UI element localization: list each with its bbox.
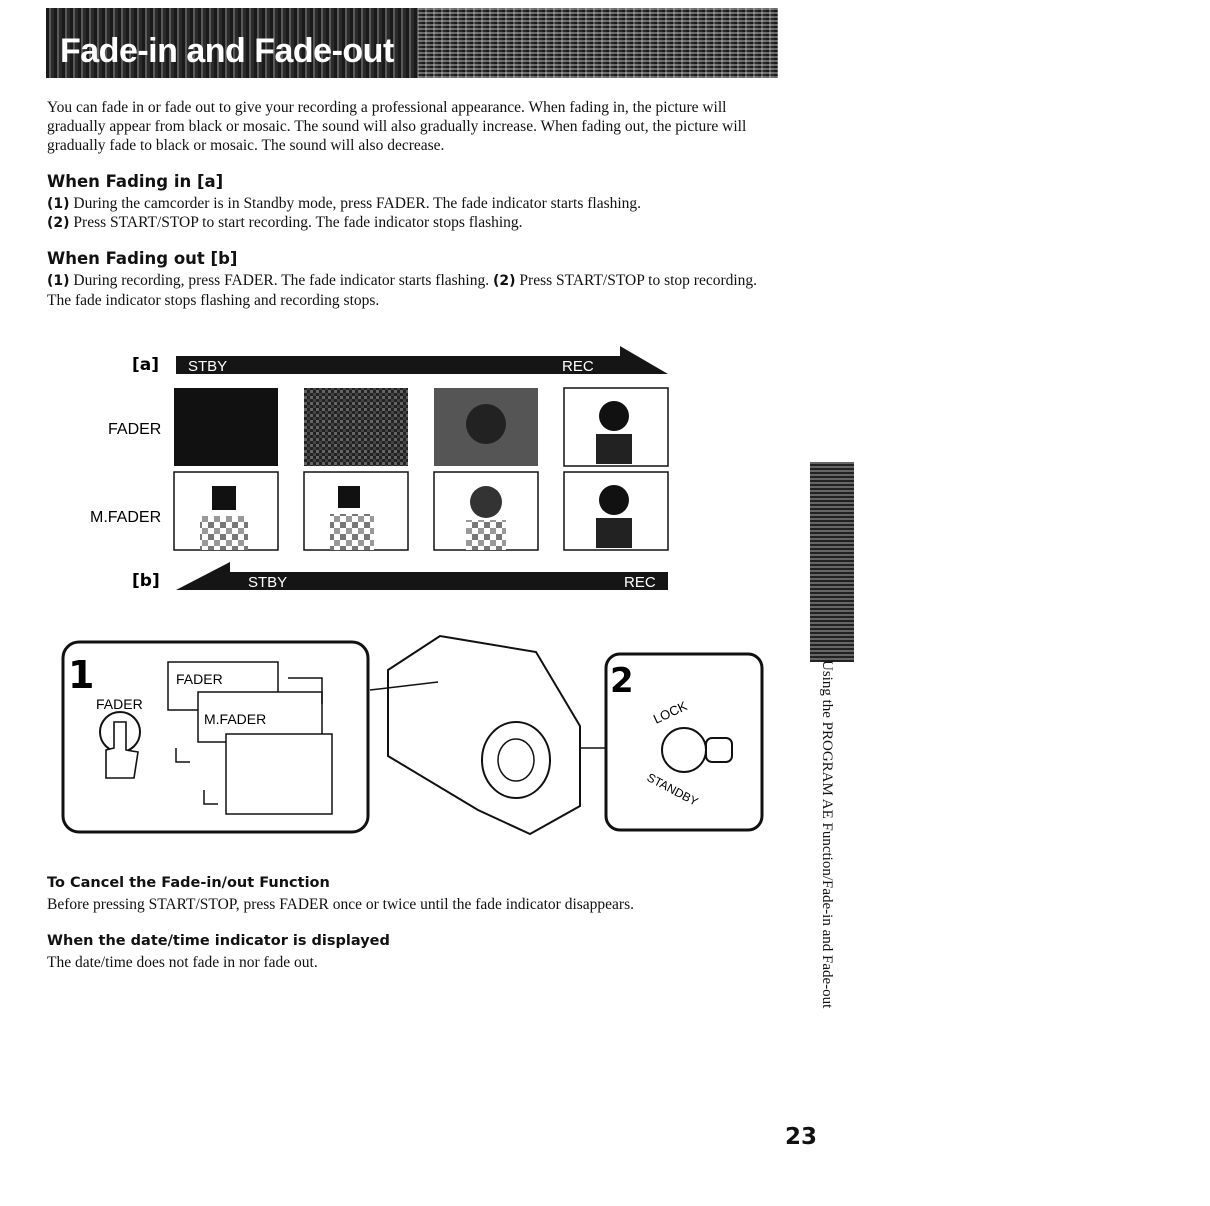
- step-number: (2): [492, 273, 516, 289]
- cancel-text: Before pressing START/STOP, press FADER once or twice until the fade indicator disappears.: [47, 896, 635, 913]
- section-tab: [810, 462, 854, 662]
- fade-in-arrowhead: [620, 346, 668, 374]
- step-number: (1): [47, 196, 70, 212]
- step-text: During the camcorder is in Standby mode, press FADER. The fade indicator starts flashing.: [73, 195, 642, 212]
- mosaic-block: [466, 520, 506, 550]
- fade-out-arrowhead: [176, 562, 230, 590]
- cancel-heading: To Cancel the Fade-in/out Function: [47, 875, 330, 891]
- arrow-icon: [176, 748, 190, 762]
- step-text: Press START/STOP to stop recording. The fade indicator stops flashing and recording stops.: [47, 272, 758, 309]
- label-b: [b]: [132, 571, 160, 591]
- step-2-number: 2: [610, 661, 634, 701]
- mosaic-block: [200, 516, 248, 550]
- finger-press-icon: [106, 722, 138, 778]
- fade-in-bar: [176, 356, 628, 374]
- fader-screen-3: [226, 734, 332, 814]
- step-text: During recording, press FADER. The fade indicator starts flashing.: [73, 272, 490, 289]
- mfader-row-label: M.FADER: [90, 509, 162, 526]
- fader-frame-1: [174, 388, 278, 466]
- rec-label-a: REC: [562, 358, 594, 375]
- camcorder-illustration: [60, 630, 770, 840]
- step-1-number: 1: [68, 653, 95, 697]
- power-switch-icon: [662, 728, 706, 772]
- camcorder-body: [388, 636, 580, 834]
- fading-in-step-2: [47, 213, 787, 233]
- fading-out-heading: When Fading out [b]: [47, 249, 238, 268]
- page-number: 23: [785, 1124, 818, 1150]
- camcorder-illustration-svg: [60, 630, 770, 840]
- arrow-icon: [204, 790, 218, 804]
- fader-button-label: FADER: [96, 696, 143, 712]
- face-silhouette: [599, 401, 629, 431]
- mosaic-block: [330, 514, 374, 550]
- step-number: (2): [47, 215, 70, 231]
- standby-label: STANDBY: [644, 770, 701, 809]
- page-title: Fade-in and Fade-out: [60, 32, 394, 70]
- body-silhouette: [596, 434, 632, 464]
- fade-diagram: [40, 330, 680, 620]
- fading-in-heading: When Fading in [a]: [47, 172, 224, 191]
- title-banner: [46, 8, 778, 78]
- face-silhouette: [466, 404, 506, 444]
- fader-row-label: FADER: [108, 421, 162, 438]
- lock-label: LOCK: [650, 698, 690, 727]
- fade-diagram-svg: [40, 330, 680, 620]
- datetime-text: The date/time does not fade in nor fade out.: [47, 954, 318, 971]
- stby-label-a: STBY: [188, 358, 228, 375]
- fade-out-bar: [228, 572, 668, 590]
- mfader-indicator: M.FADER: [204, 711, 267, 727]
- label-a: [a]: [132, 355, 160, 375]
- fading-out-steps: [47, 271, 782, 310]
- section-tab-label: Using the PROGRAM AE Function/Fade-in and Fade-out: [819, 660, 835, 1009]
- rec-label-b: REC: [624, 574, 656, 591]
- mosaic-block: [338, 486, 360, 508]
- fading-in-step-1: [47, 194, 787, 214]
- mosaic-block: [212, 486, 236, 510]
- fader-frame-2: [304, 388, 408, 466]
- face-silhouette: [599, 485, 629, 515]
- intro-paragraph: You can fade in or fade out to give your recording a professional appearance. When fading in, the picture will gradually appear from black or mosaic. The sound will also gradually increase. When fading out, the picture will gradually fade to black or mosaic. The sound will also decrease.: [47, 99, 747, 154]
- body-silhouette: [596, 518, 632, 548]
- step-number: (1): [47, 273, 70, 289]
- fader-indicator: FADER: [176, 671, 223, 687]
- step-text: Press START/STOP to start recording. The fade indicator stops flashing.: [73, 214, 523, 231]
- stby-label-b: STBY: [248, 574, 288, 591]
- face-silhouette: [470, 486, 502, 518]
- switch-lever-icon: [706, 738, 732, 762]
- camcorder-lens: [482, 722, 550, 798]
- datetime-heading: When the date/time indicator is displayed: [47, 933, 390, 949]
